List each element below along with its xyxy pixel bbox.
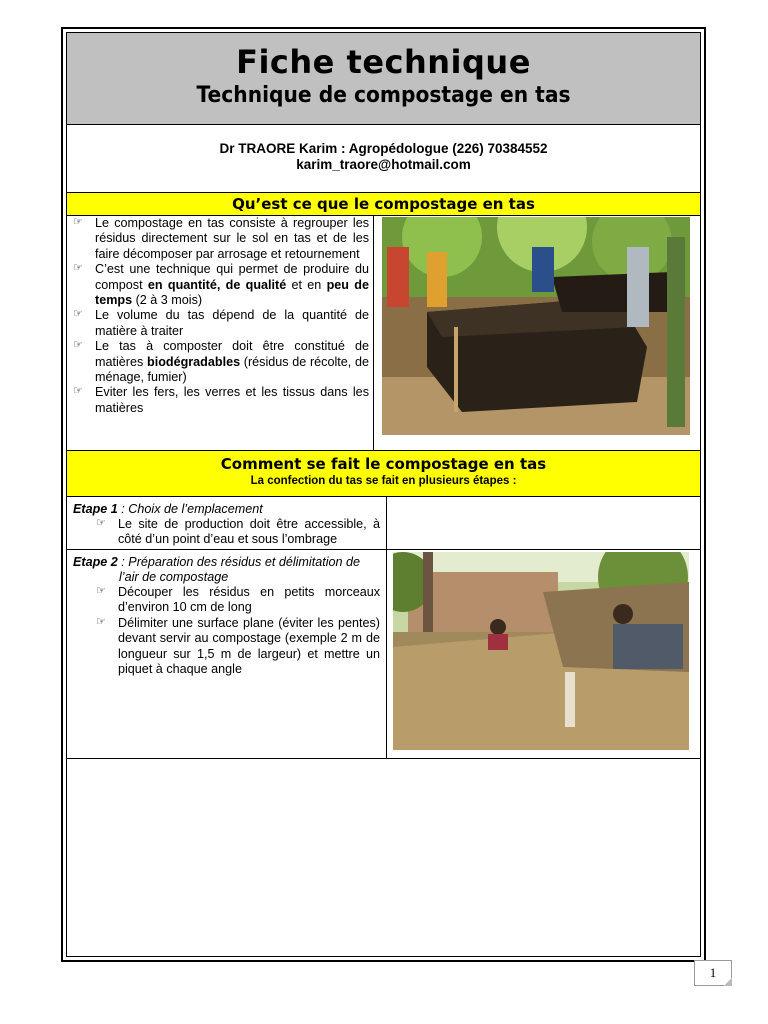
section2-heading-block xyxy=(67,451,700,497)
pointing-hand-icon: ☞ xyxy=(73,308,83,321)
step-bullet-text: Découper les résidus en petits morceaux d’environ 10 cm de long xyxy=(118,585,380,615)
section2-heading: Comment se fait le compostage en tas xyxy=(220,455,547,473)
document-title: Fiche technique xyxy=(236,43,531,81)
bullet-text-bold: en quantité, de qualité xyxy=(147,277,287,292)
step2-text-cell xyxy=(67,550,387,758)
pointing-hand-icon: ☞ xyxy=(73,339,83,352)
header-block xyxy=(67,33,700,125)
pointing-hand-icon: ☞ xyxy=(96,517,106,529)
bullet-item xyxy=(73,308,369,339)
bullet-text: Le tas à composter doit être constitué de matières xyxy=(95,339,369,369)
bullet-text-bold: biodégradables xyxy=(147,354,241,369)
step1-row xyxy=(67,497,700,550)
section1-heading: Qu’est ce que le compostage en tas xyxy=(67,193,700,216)
bullet-text: (résidus de récolte, de ménage, fumier) xyxy=(95,354,369,385)
residue-preparation-photo xyxy=(393,552,689,750)
step-bullet-item xyxy=(96,615,380,678)
step1-label: Etape 1 xyxy=(73,502,118,516)
author-line: Dr TRAORE Karim : Agropédologue (226) 70384552 xyxy=(219,141,548,156)
bullet-text: Le volume du tas dépend de la quantité de matière à traiter xyxy=(95,308,369,338)
step1-bullet-list xyxy=(73,517,380,548)
step1-title-text: : Choix de l’emplacement xyxy=(117,502,263,516)
document-subtitle: Technique de compostage en tas xyxy=(196,83,571,108)
step2-bullet-list xyxy=(73,585,380,677)
step-bullet-item xyxy=(96,585,380,616)
pointing-hand-icon: ☞ xyxy=(96,585,106,597)
section1-text-column xyxy=(67,216,374,450)
bullet-text-bold: peu de temps xyxy=(95,277,369,308)
step2-photo-cell xyxy=(387,550,700,758)
page-number: 1 xyxy=(694,960,732,986)
author-block xyxy=(67,125,700,193)
bullet-text: C’est une technique qui permet de produire du compost xyxy=(95,262,369,292)
pointing-hand-icon: ☞ xyxy=(73,385,83,398)
step-bullet-item xyxy=(96,517,380,548)
pointing-hand-icon: ☞ xyxy=(73,216,83,228)
bullet-item xyxy=(73,262,369,308)
step1-text-cell xyxy=(67,497,387,549)
bullet-item xyxy=(73,216,369,262)
step2-label: Etape 2 xyxy=(73,555,118,569)
bullet-item xyxy=(73,385,369,416)
section2-subheading: La confection du tas se fait en plusieurs étapes : xyxy=(250,475,517,487)
bullet-item xyxy=(73,339,369,385)
bullet-text: Le compostage en tas consiste à regrouper les résidus directement sur le sol en tas et de les faire décomposer par arrosage et retournement xyxy=(95,216,369,261)
step1-title xyxy=(73,502,380,517)
section1-photo-cell xyxy=(374,216,700,450)
step1-empty-cell xyxy=(387,497,700,549)
step-bullet-text: Délimiter une surface plane (éviter les pentes) devant servir au compostage (exemple 2 m de longueur sur 1,5 m de largeur) et mettre un piquet à chaque angle xyxy=(118,615,380,677)
bullet-text: Eviter les fers, les verres et les tissus dans les matières xyxy=(95,385,369,415)
compost-heap-photo xyxy=(382,217,690,435)
pointing-hand-icon: ☞ xyxy=(96,615,106,628)
step2-title-text: : Préparation des résidus et délimitation de l’air de compostage xyxy=(117,555,361,584)
step2-row xyxy=(67,550,700,759)
section1-body xyxy=(67,216,700,451)
step2-title xyxy=(73,555,380,585)
pointing-hand-icon: ☞ xyxy=(73,262,83,275)
author-email: karim_traore@hotmail.com xyxy=(296,157,471,172)
section1-bullet-list xyxy=(67,216,373,416)
step-bullet-text: Le site de production doit être accessible, à côté d’un point d’eau et sous l’ombrage xyxy=(118,517,380,547)
bullet-text: (2 à 3 mois) xyxy=(132,293,203,308)
bullet-text: et en xyxy=(286,277,327,292)
